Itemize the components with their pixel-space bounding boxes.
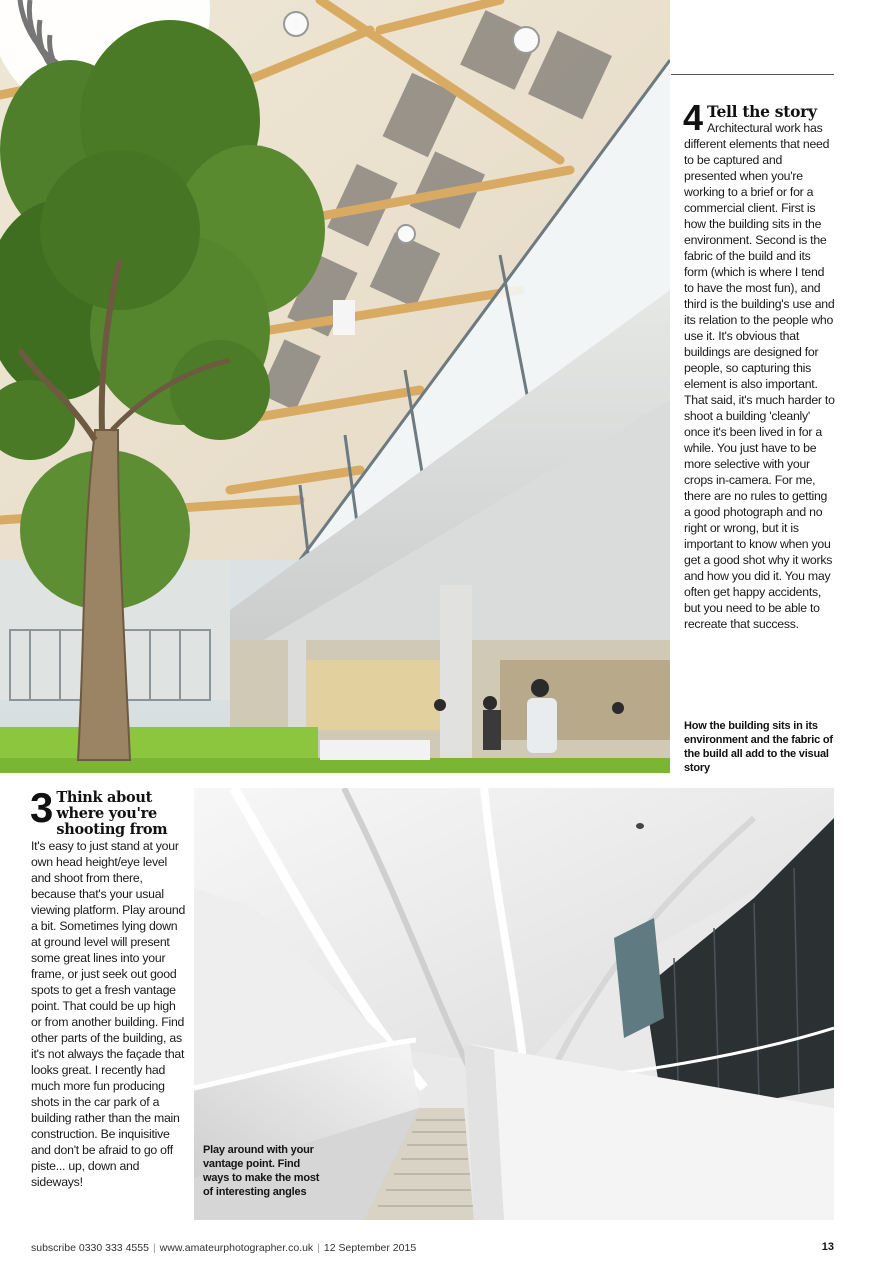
section-number: 3: [30, 784, 54, 831]
section-tell-the-story: [683, 97, 836, 632]
page-footer: subscribe 0330 333 4555 | www.amateurphotographer.co.uk | 12 September 2015 13: [31, 1241, 834, 1254]
column-rule: [671, 74, 834, 75]
atrium-photo: [0, 0, 670, 773]
caption-staircase: Play around with your vantage point. Find ways to make the most of interesting angles: [203, 1144, 320, 1198]
section-number: 4: [683, 97, 704, 138]
page-number: 13: [821, 1241, 834, 1253]
section-title: Think about where you're shooting from: [56, 789, 168, 838]
footer-subscribe: subscribe 0330 333 4555: [31, 1242, 149, 1254]
section-title: Tell the story: [707, 102, 817, 121]
atrium-illustration: [0, 0, 670, 773]
section-body: It's easy to just stand at your own head height/eye level and shoot from there, because that's your usual viewing platform. Play around a bit. Sometimes lying down at ground level will present some great lines into your frame, or just seek out good spots to get a fresh vantage point. That could be up high or from another building. Find other parts of the building, as it's not always the façade that looks great. I recently had much more fun producing shots in the car park of a building rather than the main construction. Be inquisitive and don't be afraid to go off piste... up, down and sideways!: [31, 839, 186, 1189]
footer-website[interactable]: www.amateurphotographer.co.uk: [159, 1242, 314, 1254]
footer-date: 12 September 2015: [323, 1242, 417, 1254]
caption-atrium: How the building sits in its environment and the fabric of the build all add to the visual story: [684, 720, 833, 774]
section-body: Architectural work has different elements that need to be captured and presented when you're working to a brief or for a commercial client. First is how the building sits in the environment. Second is the fabric of the build and its form (which is where I tend to have the most fun), and third is the building's use and its relation to the people who use it. It's obvious that buildings are designed for people, so capturing this element is also important. That said, it's much harder to shoot a building 'cleanly' once it's been lived in for a while. You just have to be more selective with your crops in-camera. For me, there are no rules to getting a good photograph and no right or wrong, but it is important to know when you get a good shot why it works and how you did it. You may often get happy accidents, but you need to be able to recreate that success.: [684, 121, 835, 631]
section-shooting-from: [30, 784, 188, 1190]
